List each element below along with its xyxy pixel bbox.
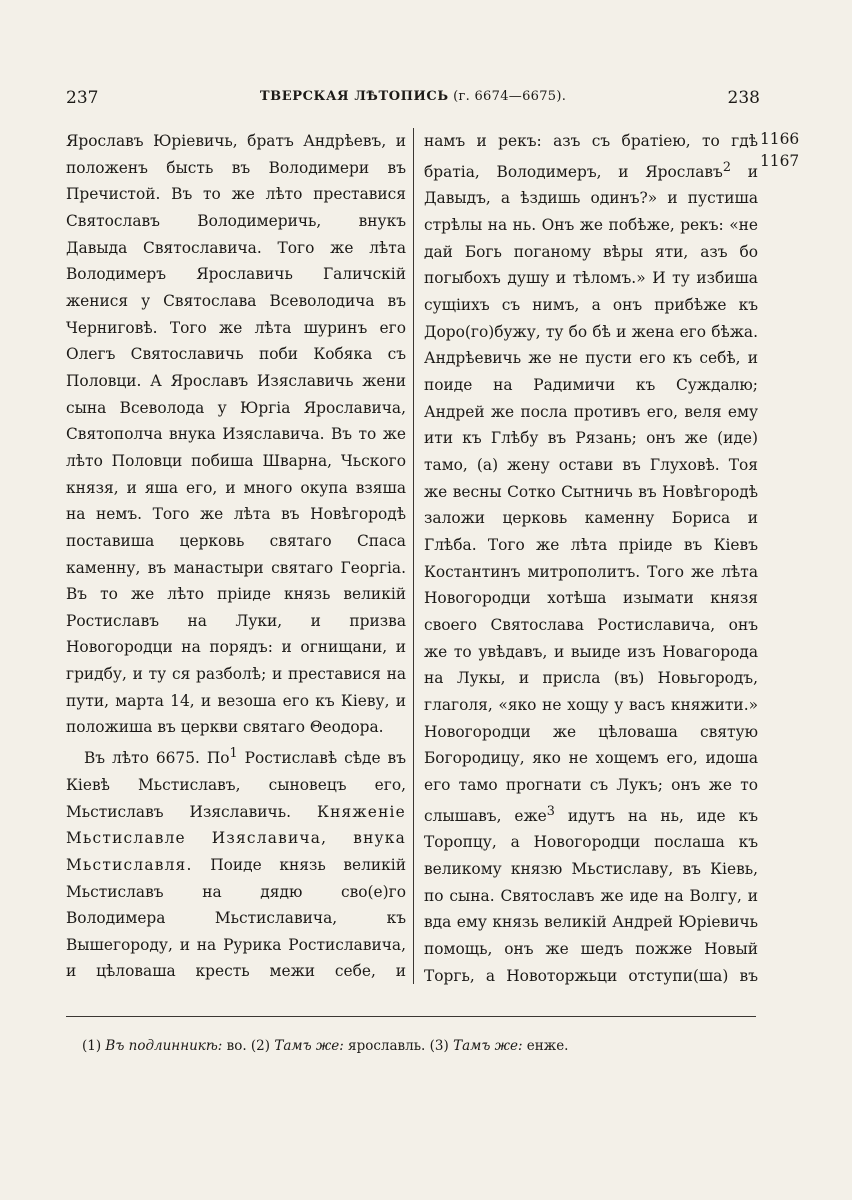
text-run: Ростиславѣ сѣде въ Кiевѣ Мьстиславъ, сыновецъ его, Мьстиславъ Изяславичь.: [66, 749, 406, 821]
page-number-right: 238: [727, 88, 760, 108]
margin-year-1167: 1167: [760, 152, 800, 170]
text-run: намъ и рекъ: азъ съ братiею, то гдѣ братiа, Володимеръ, и Ярославъ: [424, 132, 758, 181]
margin-year-1166: 1166: [760, 130, 800, 148]
footnote-value: ярославль.: [343, 1038, 426, 1054]
left-column: [66, 128, 406, 988]
year-range: (г. 6674—6675).: [453, 89, 567, 104]
section-heading: Княженiе Мьстиславле Изяславича, внука Мьстиславля.: [66, 802, 406, 874]
running-title: [66, 89, 760, 104]
footnote-number: (2): [246, 1038, 271, 1054]
footnote-number: (1): [82, 1038, 102, 1054]
footnote-ref-2: 2: [722, 159, 731, 175]
left-paragraph-2: [66, 741, 406, 988]
text-run: Поиде князь великiй Мьстиславъ на дядю сво(е)го Володимера Мьстиславича, къ Вышегороду, и на Рурика Ростиславича, и цѣловаша кресть межи себе, и: [66, 855, 406, 981]
column-divider: [413, 128, 414, 984]
footnote-label: Въ подлинникѣ:: [105, 1038, 223, 1054]
chronicle-title: ТВЕРСКАЯ ЛѢТОПИСЬ: [259, 89, 449, 104]
page-number-left: 237: [66, 88, 99, 108]
text-run: идутъ на нь, иде къ Торопцу, а Новогородци послаша къ великому князю Мьстиславу, въ Кiевь, по сына. Святославъ же иде на Волгу, и вда ему князь великiй Андрей Юрiевичь помощь, онъ же шедъ пожже Новый Торгь, а Новоторжьци отступи(ша) въ: [424, 806, 758, 985]
running-header: [66, 88, 760, 110]
right-paragraph: [424, 128, 758, 988]
footnote-rule: [66, 1016, 756, 1017]
footnote-ref-3: 3: [546, 803, 555, 819]
footnote-value: енже.: [522, 1038, 569, 1054]
right-column: [424, 128, 758, 988]
footnote-value: во.: [222, 1038, 247, 1054]
left-paragraph-1: Ярославъ Юрiевичь, братъ Андрѣевъ, и положенъ бысть въ Володимери въ Пречистой. Въ то же лѣто преставися Святославъ Володимеричь, внукъ Давыда Святославича. Того же лѣта Володимеръ Ярославичь Галичскiй женися у Святослава Всеволодича въ Черниговѣ. Того же лѣта шуринъ его Олегъ Святославичь поби Кобяка съ Половци. А Ярославъ Изяславичь жени сына Всеволода у Юргiа Ярославича, Святополча внука Изяславича. Въ то же лѣто Половци побиша Шварна, Чьского князя, и яша его, и много окупа взяша на немъ. Того же лѣта въ Новѣгородѣ поставиша церковь святаго Спаса каменну, въ манастыри святаго Георгiа. Въ то же лѣто прiиде князь великiй Ростиславъ на Луки, и призва Новогородци на порядъ: и огнищани, и гридбу, и ту ся разболѣ; и преставися на пути, марта 14, и везоша его къ Кiеву, и положиша въ церкви святаго Θеодора.: [66, 132, 406, 737]
footnote-number: (3): [425, 1038, 449, 1054]
margin-years: [760, 128, 799, 172]
text-run: Въ лѣто 6675. По: [84, 749, 230, 768]
text-run: и Давыдъ, а ѣздишь одинъ?» и пустиша стрѣлы на нь. Онъ же побѣже, рекъ: «не дай Богь поганому вѣры яти, азъ бо погыбохъ душу и тѣломъ.» И ту избиша сущiихъ съ нимъ, а онъ прибѣже къ Доро(го)бужу, ту бо бѣ и жена его бѣжа. Андрѣевичь же не пусти его къ себѣ, и поиде на Радимичи къ Суждалю; Андрей же посла противъ его, веля ему ити къ Глѣбу въ Рязань; онъ же (иде) тамо, (а) жену остави въ Глуховѣ. Тоя же весны Сотко Сытничь въ Новѣгородѣ заложи церковь каменну Бориса и Глѣба. Того же лѣта прiиде въ Кiевъ Костантинъ митрополитъ. Того же лѣта Новогородци хотѣша изымати князя своего Святослава Ростиславича, онъ же то увѣдавъ, и выиде изъ Новагорода на Лукы, и присла (въ) Новьгородъ, глаголя, «яко не хощу у васъ княжити.» Новогородци же цѣловаша святую Богородицу, яко не хощемъ его, идоша его тамо прогнати съ Лукъ; онъ же то слышавъ, еже: [424, 162, 758, 825]
footnote-ref-1: 1: [229, 746, 238, 762]
footnote-label: Тамъ же:: [274, 1038, 344, 1054]
footnote-label: Тамъ же:: [453, 1038, 523, 1054]
footnotes: [82, 1038, 762, 1054]
